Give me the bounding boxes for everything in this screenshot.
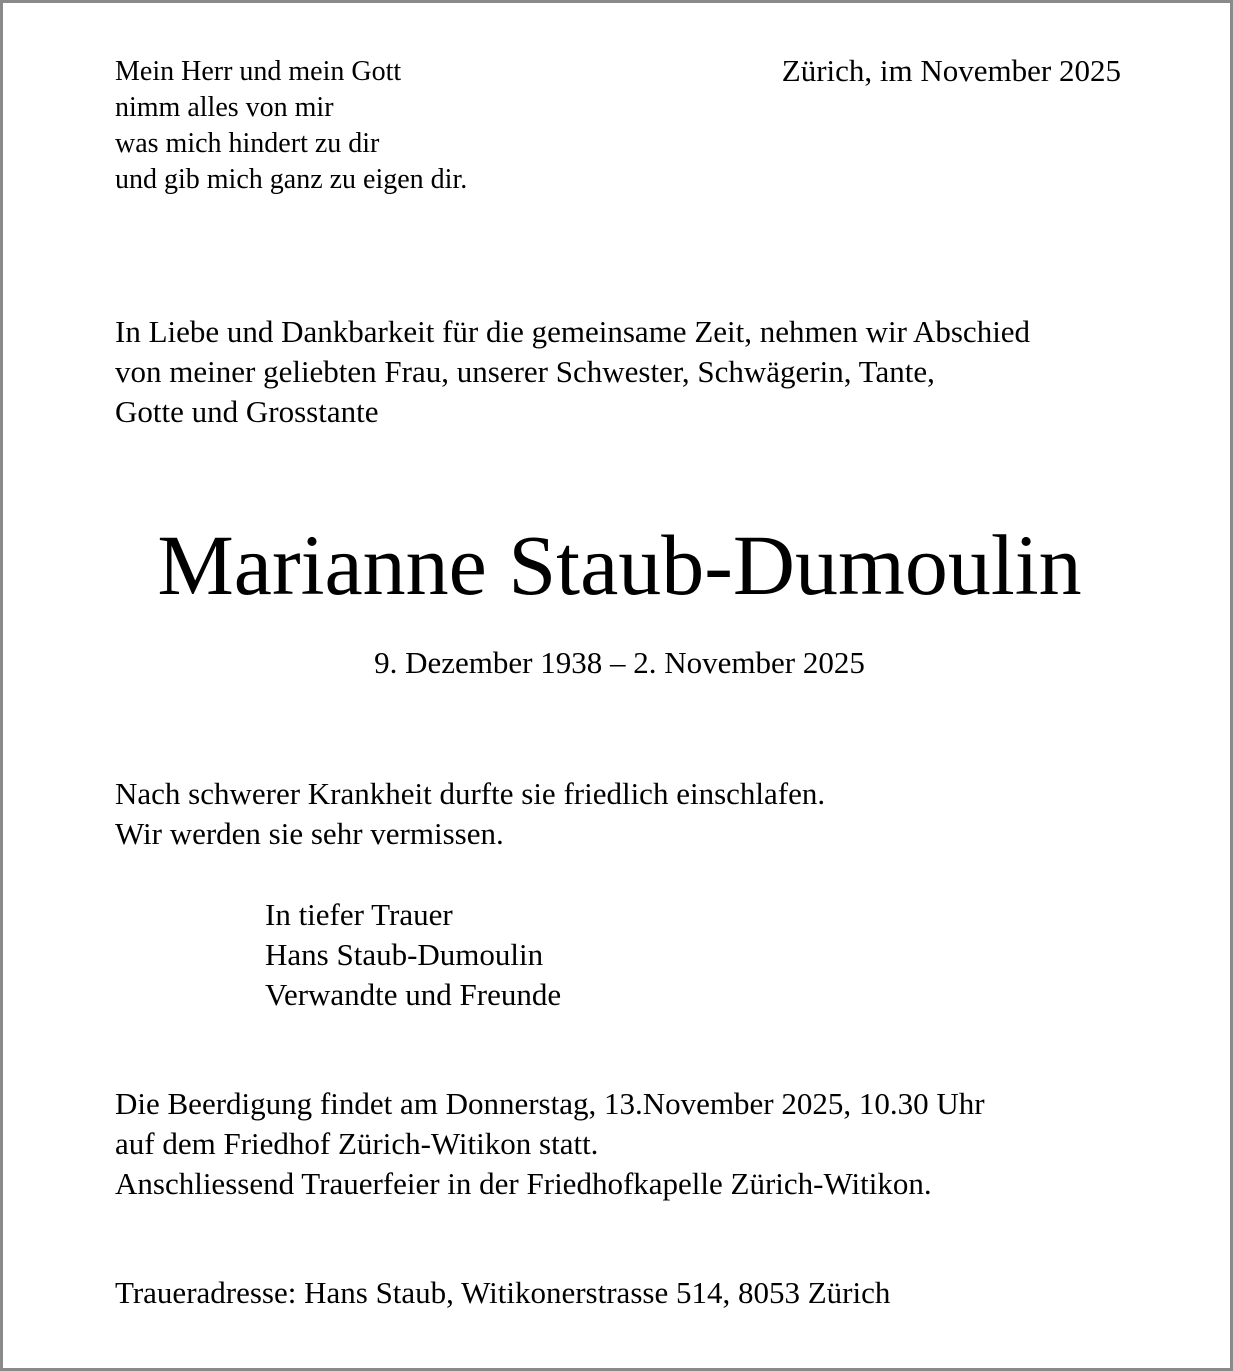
farewell-line: Nach schwerer Krankheit durfte sie friedlich einschlafen. [115,776,826,811]
place-date: Zürich, im November 2025 [781,53,1121,88]
intro-line: von meiner geliebten Frau, unserer Schwester, Schwägerin, Tante, [115,354,935,389]
deceased-name: Marianne Staub-Dumoulin [157,517,1082,613]
intro-line: Gotte und Grosstante [115,394,379,429]
mourners-signature [265,895,561,1015]
funeral-details [115,1084,985,1204]
funeral-line: Anschliessend Trauerfeier in der Friedhofkapelle Zürich-Witikon. [115,1166,932,1201]
verse-line: nimm alles von mir [115,92,334,123]
signature-line: Hans Staub-Dumoulin [265,937,544,972]
verse-line: was mich hindert zu dir [115,128,380,159]
intro-line: In Liebe und Dankbarkeit für die gemeinsame Zeit, nehmen wir Abschied [115,314,1031,349]
verse-block [115,54,467,198]
signature-line: Verwandte und Freunde [265,977,562,1012]
life-dates: 9. Dezember 1938 – 2. November 2025 [374,645,865,680]
verse-line: Mein Herr und mein Gott [115,56,402,87]
verse-line: und gib mich ganz zu eigen dir. [115,164,468,195]
farewell-line: Wir werden sie sehr vermissen. [115,816,504,851]
intro-paragraph [115,312,1030,432]
signature-line: In tiefer Trauer [265,897,453,932]
funeral-line: Die Beerdigung findet am Donnerstag, 13.November 2025, 10.30 Uhr [115,1086,985,1121]
funeral-line: auf dem Friedhof Zürich-Witikon statt. [115,1126,599,1161]
farewell-paragraph [115,774,825,854]
mourning-address: Traueradresse: Hans Staub, Witikonerstrasse 514, 8053 Zürich [115,1275,891,1310]
